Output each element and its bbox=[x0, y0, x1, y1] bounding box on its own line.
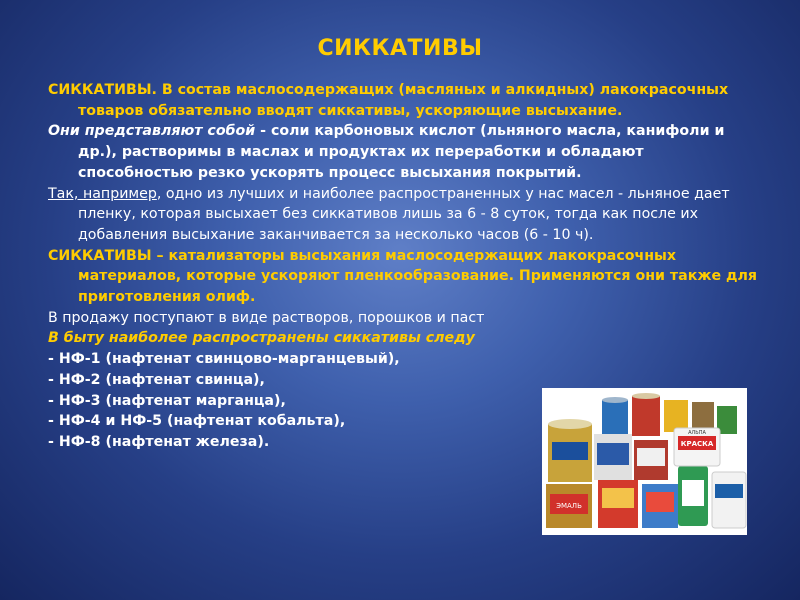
term-siccatives-2: СИККАТИВЫ bbox=[48, 247, 152, 264]
composition-lead: Они представляют собой bbox=[48, 123, 256, 140]
paragraph-example bbox=[48, 184, 763, 246]
list-item-nf4-nf5: - НФ-4 и НФ-5 (нафтенат кобальта), bbox=[48, 413, 346, 430]
bucket-white-right bbox=[712, 472, 746, 528]
catalysts-text: – катализаторы высыхания маслосодержащих лакокрасочных материалов, которые ускоряют пленкообразование. Применяются они также для приготовления олиф. bbox=[78, 247, 757, 306]
can-yellow-back bbox=[664, 400, 688, 432]
paragraph-definition bbox=[48, 80, 763, 121]
paragraph-forms: В продажу поступают в виде растворов, порошков и паст bbox=[48, 309, 485, 326]
list-item-nf1: - НФ-1 (нафтенат свинцово-марганцевый), bbox=[48, 351, 400, 368]
list-item-nf8: - НФ-8 (нафтенат железа). bbox=[48, 433, 270, 450]
paragraph-composition bbox=[48, 121, 763, 183]
paint-products-image bbox=[542, 388, 747, 535]
paint-cans-illustration bbox=[542, 388, 747, 535]
label-kraska: КРАСКА bbox=[680, 440, 714, 448]
definition-text: В состав маслосодержащих (масляных и алкидных) лакокрасочных товаров обязательно вводят сиккативы, ускоряющие высыхание. bbox=[78, 82, 729, 119]
composition-text: - соли карбоновых кислот (льняного масла, канифоли и др.), растворимы в маслах и продуктах их переработки и обладают способностью резко ускорять процесс высыхания покрытий. bbox=[78, 123, 725, 181]
term-siccatives: СИККАТИВЫ. bbox=[48, 82, 157, 98]
paragraph-catalysts bbox=[48, 246, 763, 308]
label-emal: ЭМАЛЬ bbox=[556, 502, 582, 510]
can-blue-back bbox=[602, 400, 628, 434]
example-lead: Так, например bbox=[48, 185, 157, 202]
example-text: , одно из лучших и наиболее распространенных у нас масел - льняное дает пленку, которая высыхает без сиккативов лишь за 6 - 8 суток, тогда как после их добавления высыхание заканчивается за несколько часов (6 - 10 ч). bbox=[78, 185, 730, 243]
list-item-nf2: - НФ-2 (нафтенат свинца), bbox=[48, 371, 265, 388]
label-alpa: АЛЬПА bbox=[688, 430, 706, 436]
list-item-nf3: - НФ-3 (нафтенат марганца), bbox=[48, 392, 286, 409]
paragraph-household: В быту наиболее распространены сиккативы следу bbox=[48, 330, 475, 347]
can-red-back bbox=[632, 396, 660, 436]
slide-title: СИККАТИВЫ bbox=[317, 36, 483, 61]
